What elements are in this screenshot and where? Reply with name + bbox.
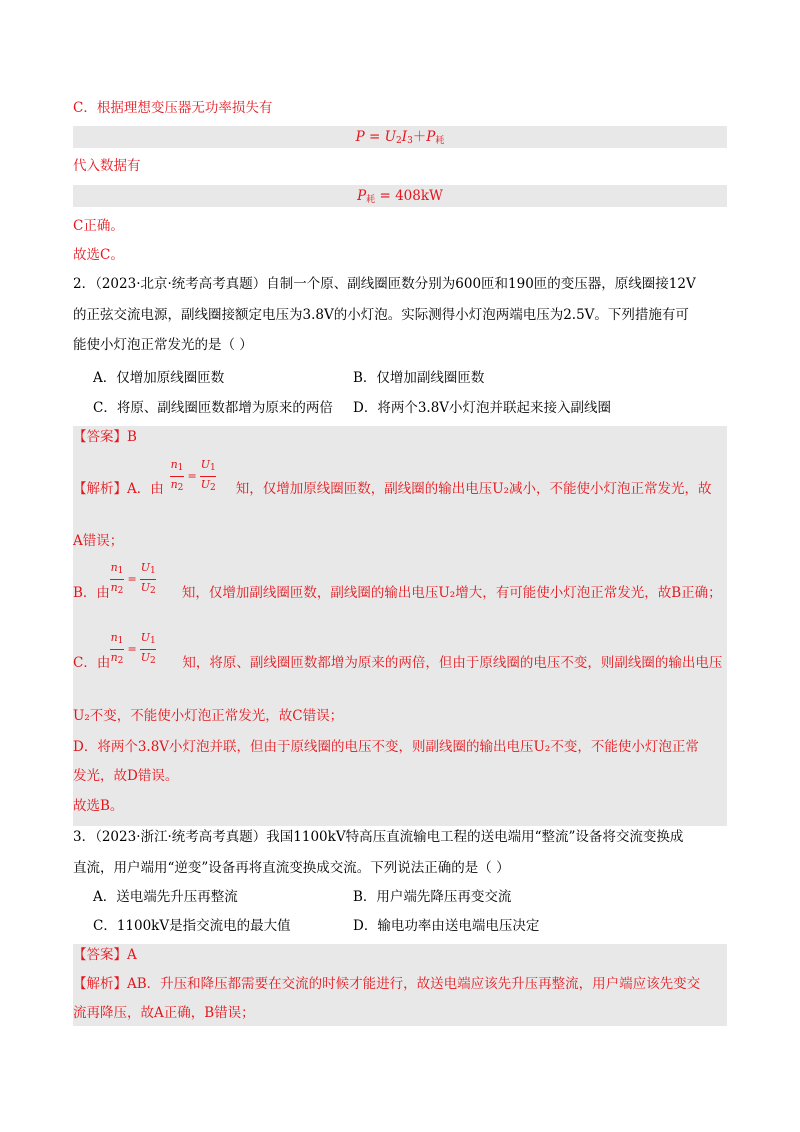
q2-exp-d-line2: 发光，故D错误。 xyxy=(73,768,179,784)
frac-a-n2: n xyxy=(170,478,178,491)
frac-a-n1: n xyxy=(170,458,178,471)
q3-stem-line1: 3．（2023·浙江·统考高考真题）我国1100kV特高压直流输电工程的送电端用“整流”设备将交流变换成 xyxy=(73,829,684,845)
section-c-line3: C正确。 xyxy=(73,218,124,234)
frac-b-u1: U xyxy=(140,561,150,574)
formula-u-sub: 2 xyxy=(395,136,402,146)
q2-answer: 【答案】B xyxy=(73,429,137,445)
frac-c-u2: U xyxy=(140,651,150,664)
q2-exp-c-line1 xyxy=(73,653,727,673)
q2-exp-a-post: 知，仅增加原线圈匝数，副线圈的输出电压U₂减小，不能使小灯泡正常发光，故 xyxy=(235,481,712,497)
frac-c-n1-sub: 1 xyxy=(117,636,124,646)
formula2-value: 408kW xyxy=(395,188,443,204)
q2-exp-a-line2: A错误； xyxy=(73,533,124,549)
q2-exp-c-line2: U₂不变，不能使小灯泡正常发光，故C错误； xyxy=(73,708,344,724)
frac-c-u2-sub: 2 xyxy=(149,656,156,666)
formula2-p-sub: 耗 xyxy=(366,195,376,205)
frac-b-n2: n xyxy=(110,581,118,594)
q2-exp-c-post: 知，将原、副线圈匝数都增为原来的两倍，但由于原线圈的电压不变，则副线圈的输出电压 xyxy=(182,655,723,671)
frac-b-u2: U xyxy=(140,581,150,594)
q3-exp-line2: 流再降压，故A正确，B错误； xyxy=(73,1005,255,1021)
formula-i-sub: 3 xyxy=(407,136,413,146)
frac-c-n1: n xyxy=(110,631,118,644)
formula-u: U xyxy=(384,129,396,145)
q2-stem-line2: 的正弦交流电源，副线圈接额定电压为3.8V的小灯泡。实际测得小灯泡两端电压为2.5V。下列措施有可 xyxy=(73,307,689,323)
formula-i: I xyxy=(401,129,408,145)
q2-conclusion: 故选B。 xyxy=(73,798,124,814)
formula2-p: P xyxy=(357,188,367,204)
q2-exp-b-pre: B．由 xyxy=(73,585,110,601)
q2-option-d: D．将两个3.8V小灯泡并联起来接入副线圈 xyxy=(353,400,612,416)
frac-b-n1-sub: 1 xyxy=(117,566,124,576)
frac-a-u1: U xyxy=(200,458,210,471)
q3-exp-line1: 【解析】AB．升压和降压都需要在交流的时候才能进行，故送电端应该先升压再整流，用户端应该先变交 xyxy=(73,976,701,992)
frac-a-u1-sub: 1 xyxy=(209,463,216,473)
q2-exp-c-fraction xyxy=(110,631,156,668)
q2-exp-c-pre: C．由 xyxy=(73,655,111,671)
q2-option-c: C．将原、副线圈匝数都增为原来的两倍 xyxy=(93,400,333,416)
frac-b-eq: = xyxy=(127,572,137,586)
q2-exp-a-pre: 【解析】A．由 xyxy=(73,481,164,497)
q2-option-a: A．仅增加原线圈匝数 xyxy=(93,370,225,386)
q3-option-a: A．送电端先升压再整流 xyxy=(93,889,238,905)
q3-answer: 【答案】A xyxy=(73,947,137,963)
section-c-line2: 代入数据有 xyxy=(73,158,141,174)
frac-c-u1: U xyxy=(140,631,150,644)
frac-a-u2: U xyxy=(200,478,210,491)
q2-exp-d-line1: D．将两个3.8V小灯泡并联，但由于原线圈的电压不变，则副线圈的输出电压U₂不变，不能使小灯泡正常 xyxy=(73,739,699,755)
frac-b-n2-sub: 2 xyxy=(117,586,124,596)
formula-eq: = xyxy=(364,129,385,145)
q2-stem-line1: 2．（2023·北京·统考高考真题）自制一个原、副线圈匝数分别为600匝和190匝的变压器，原线圈接12V xyxy=(73,276,696,292)
frac-c-n2-sub: 2 xyxy=(117,656,124,666)
q3-stem-line2: 直流，用户端用“逆变”设备再将直流变换成交流。下列说法正确的是（ ） xyxy=(73,860,510,876)
q3-option-d: D．输电功率由送电端电压决定 xyxy=(353,918,540,934)
formula-plus: ＋ xyxy=(412,129,427,145)
frac-a-n1-sub: 1 xyxy=(177,463,184,473)
frac-b-n1: n xyxy=(110,561,118,574)
frac-a-eq: = xyxy=(187,469,197,483)
section-c-line1: C．根据理想变压器无功率损失有 xyxy=(73,100,273,116)
q2-exp-b-fraction xyxy=(110,561,156,598)
formula2-eq: = xyxy=(375,188,396,204)
formula-p: P xyxy=(355,129,365,145)
frac-c-eq: = xyxy=(127,642,137,656)
q2-exp-b-line xyxy=(73,583,727,603)
frac-b-u1-sub: 1 xyxy=(149,566,156,576)
formula-p-loss-sub: 耗 xyxy=(435,136,445,146)
frac-a-u2-sub: 2 xyxy=(209,483,216,493)
frac-c-n2: n xyxy=(110,651,118,664)
q2-exp-a-fraction xyxy=(170,458,216,495)
q2-stem-line3: 能使小灯泡正常发光的是（ ） xyxy=(73,337,253,353)
q3-option-b: B．用户端先降压再变交流 xyxy=(353,889,512,905)
formula-power-balance xyxy=(73,127,727,151)
formula-p-loss-value xyxy=(73,186,727,210)
q3-option-c: C．1100kV是指交流电的最大值 xyxy=(93,918,291,934)
q2-exp-b-post: 知，仅增加副线圈匝数，副线圈的输出电压U₂增大，有可能使小灯泡正常发光，故B正确； xyxy=(181,585,722,601)
formula-p-loss: P xyxy=(426,129,436,145)
q2-option-b: B．仅增加副线圈匝数 xyxy=(353,370,485,386)
section-c-conclusion: 故选C。 xyxy=(73,247,124,263)
frac-b-u2-sub: 2 xyxy=(149,586,156,596)
frac-c-u1-sub: 1 xyxy=(149,636,156,646)
frac-a-n2-sub: 2 xyxy=(177,483,184,493)
